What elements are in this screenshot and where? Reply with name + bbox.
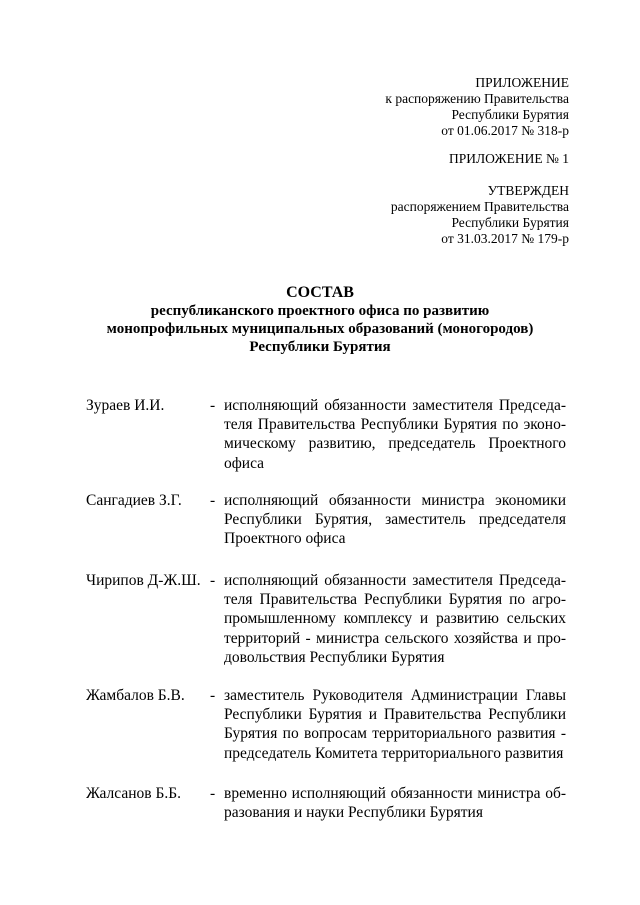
appendix-1-label: ПРИЛОЖЕНИЕ № 1 [448, 151, 569, 166]
role-line: Бурятия по вопросам территориального развития - [224, 725, 566, 743]
role-line: теля Правительства Республики Бурятия по эконо- [224, 416, 566, 434]
appendix-label: ПРИЛОЖЕНИЕ [475, 75, 569, 90]
title-line-3: Республики Бурятия [249, 339, 391, 355]
appendix-decree-line: к распоряжению Правительства [385, 91, 569, 106]
document-title [60, 284, 580, 356]
member-dash: - [210, 492, 216, 509]
role-line: разования и науки Республики Бурятия [224, 804, 483, 822]
role-line: исполняющий обязанности заместителя Председа- [224, 397, 566, 414]
appendix-1-header [449, 151, 569, 167]
member-name: Чирипов Д-Ж.Ш. [86, 572, 201, 589]
member-name: Сангадиев З.Г. [86, 492, 182, 509]
role-line: временно исполняющий обязанности министра об- [224, 785, 566, 802]
member-name: Жамбалов Б.В. [86, 687, 185, 704]
member-role [224, 396, 566, 473]
member-dash: - [210, 687, 216, 704]
role-line: офиса [224, 454, 265, 472]
role-line: председатель Комитета территориального развития [224, 744, 564, 762]
member-name: Жалсанов Б.Б. [86, 785, 181, 802]
role-line: промышленному комплексу и развитию сельских [224, 610, 566, 628]
approved-date-number: от 31.03.2017 № 179-р [441, 231, 569, 246]
title-main: СОСТАВ [286, 284, 354, 301]
approved-label: УТВЕРЖДЕН [487, 183, 569, 198]
role-line: исполняющий обязанности заместителя Председа- [224, 572, 566, 589]
member-role [224, 686, 566, 763]
member-role [224, 571, 566, 667]
title-line-2: монопрофильных муниципальных образований (моногородов) [106, 321, 534, 337]
role-line: территорий - министра сельского хозяйства и про- [224, 629, 566, 647]
member-role [224, 491, 566, 549]
appendix-header [385, 75, 569, 139]
role-line: Республики Бурятия и Правительства Республики [224, 706, 566, 724]
title-line-1: республиканского проектного офиса по развитию [150, 303, 490, 319]
role-line: мическому развитию, председатель Проектного [224, 435, 566, 453]
member-dash: - [210, 397, 216, 414]
role-line: Республики Бурятия, заместитель председателя [224, 511, 566, 529]
appendix-republic-line: Республики Бурятия [451, 107, 569, 122]
role-line: исполняющий обязанности министра экономики [224, 492, 566, 509]
role-line: заместитель Руководителя Администрации Главы [224, 687, 566, 704]
member-dash: - [210, 785, 216, 802]
member-role [224, 784, 566, 822]
member-dash: - [210, 572, 216, 589]
role-line: довольствия Республики Бурятия [224, 648, 445, 666]
role-line: теля Правительства Республики Бурятия по агро- [224, 591, 566, 609]
approved-header [391, 183, 569, 247]
approved-decree-line: распоряжением Правительства [390, 199, 569, 214]
approved-republic-line: Республики Бурятия [451, 215, 569, 230]
role-line: Проектного офиса [224, 530, 346, 548]
appendix-date-number: от 01.06.2017 № 318-р [441, 123, 569, 138]
member-name: Зураев И.И. [86, 397, 165, 414]
